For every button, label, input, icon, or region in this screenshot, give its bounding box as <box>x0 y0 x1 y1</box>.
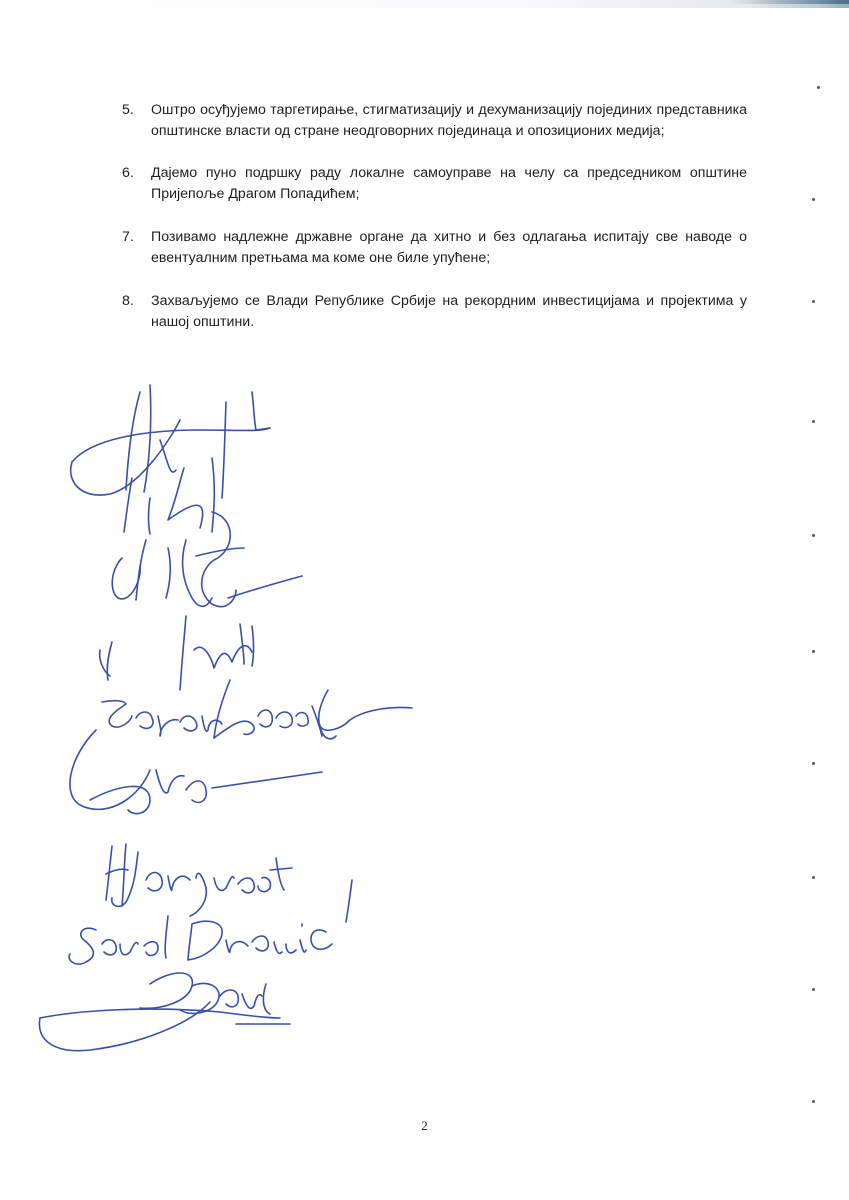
signature-4 <box>100 616 254 690</box>
signature-6 <box>70 730 322 814</box>
signature-5 <box>102 680 412 739</box>
signature-2 <box>124 458 214 534</box>
scan-speck <box>812 534 815 537</box>
item-number: 6. <box>122 165 134 181</box>
scan-speck <box>817 86 820 89</box>
signature-3 <box>112 512 302 607</box>
item-text: Позивамо надлежне државне органе да хитно и без одлагања испитају све наводе о евентуалним претњама ма коме оне биле упућене; <box>151 229 747 266</box>
item-text: Дајемо пуно подршку раду локалне самоуправе на челу са председником општине Пријепоље Драгом Попадићем; <box>151 165 747 202</box>
item-number: 5. <box>122 102 134 118</box>
signature-8 <box>69 916 332 964</box>
signature-9 <box>39 973 290 1051</box>
scan-speck <box>812 300 815 303</box>
scan-speck <box>812 1100 815 1103</box>
scan-speck <box>812 762 815 765</box>
scan-speck <box>812 198 815 201</box>
scan-speck <box>812 876 815 879</box>
item-number: 7. <box>122 229 134 245</box>
item-text: Захваљујемо се Влади Републике Србије на рекордним инвестицијама и пројектима у нашој општини. <box>151 293 747 330</box>
item-text: Оштро осуђујемо таргетирање, стигматизацију и дехуманизацију појединих представника општинске власти од стране неодговорних појединаца и опозиционих медија; <box>151 102 747 139</box>
page-number: 2 <box>421 1118 428 1133</box>
scan-speck <box>812 420 815 423</box>
signature-7 <box>106 844 352 922</box>
scan-speck <box>812 650 815 653</box>
signature-1 <box>71 385 270 498</box>
item-number: 8. <box>122 293 134 309</box>
scan-speck <box>812 988 815 991</box>
